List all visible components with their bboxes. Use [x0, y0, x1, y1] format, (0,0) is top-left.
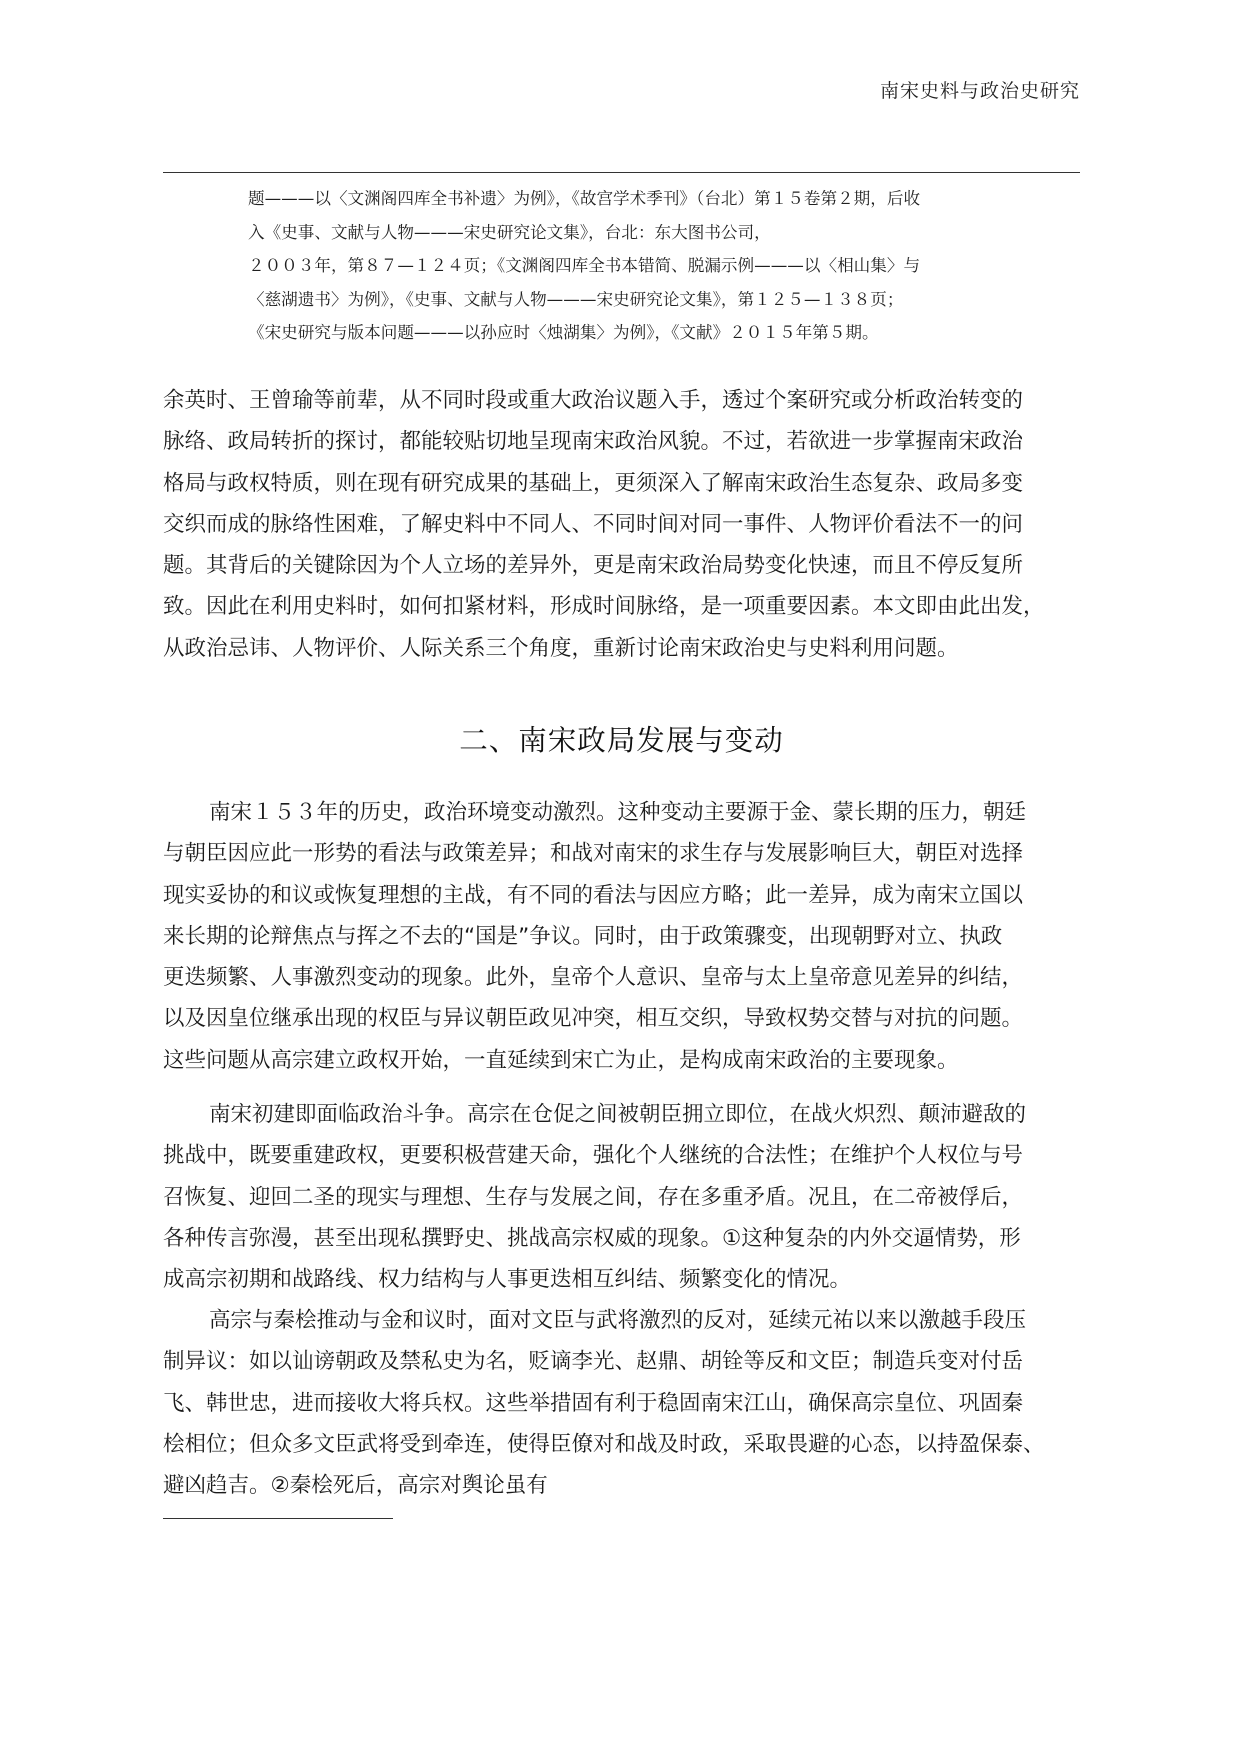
paragraph-early-struggle [163, 1094, 1083, 1300]
footnote-line: 〈慈湖遗书〉为例》，《史事、文献与人物———宋史研究论文集》，第１２５—１３８页； [248, 289, 904, 309]
text-line: 格局与政权特质，则在现有研究成果的基础上，更须深入了解南宋政治生态复杂、政局多变 [163, 470, 1024, 496]
text-line: 飞、韩世忠，进而接收大将兵权。这些举措固有利于稳固南宋江山，确保高宗皇位、巩固秦 [163, 1390, 1024, 1416]
text-line: 桧相位；但众多文臣武将受到牵连，使得臣僚对和战及时政，采取畏避的心态，以持盈保泰、 [163, 1431, 1045, 1457]
footnote-line: 《宋史研究与版本问题———以孙应时〈烛湖集〉为例》，《文献》２０１５年第５期。 [248, 323, 879, 342]
text-line: 避凶趋吉。②秦桧死后，高宗对舆论虽有 [163, 1473, 548, 1499]
text-line: 来长期的论辩焦点与挥之不去的“国是”争议。同时，由于政策骤变，出现朝野对立、执政 [163, 923, 1003, 949]
footnote-divider [163, 1518, 393, 1519]
text-line: 南宋初建即面临政治斗争。高宗在仓促之间被朝臣拥立即位，在战火炽烈、颠沛避敌的 [209, 1102, 1027, 1127]
paragraph-intro-continuation [163, 380, 1083, 669]
paragraph-political-environment [163, 792, 1083, 1081]
text-line: 高宗与秦桧推动与金和议时，面对文臣与武将激烈的反对，延续元祐以来以激越手段压 [209, 1308, 1027, 1333]
section-heading: 二、南宋政局发展与变动 [459, 724, 784, 757]
text-line: 现实妥协的和议或恢复理想的主战，有不同的看法与因应方略；此一差异，成为南宋立国以 [163, 882, 1024, 908]
footnote-line: 题———以〈文渊阁四库全书补遗〉为例》，《故宫学术季刊》（台北）第１５卷第２期，后收 [248, 189, 921, 208]
text-line: 余英时、王曾瑜等前辈，从不同时段或重大政治议题入手，透过个案研究或分析政治转变的 [163, 388, 1024, 413]
text-line: 这些问题从高宗建立政权开始，一直延续到宋亡为止，是构成南宋政治的主要现象。 [163, 1047, 959, 1073]
text-line: 从政治忌讳、人物评价、人际关系三个角度，重新讨论南宋政治史与史料利用问题。 [163, 635, 959, 661]
text-line: 召恢复、迎回二圣的现实与理想、生存与发展之间，存在多重矛盾。况且，在二帝被俘后， [163, 1184, 1024, 1210]
footnote-continuation [248, 182, 1088, 350]
header-divider [163, 172, 1080, 173]
text-line: 制异议：如以讪谤朝政及禁私史为名，贬谪李光、赵鼎、胡铨等反和文臣；制造兵变对付岳 [163, 1349, 1024, 1375]
footnote-line: ２００３年，第８７—１２４页；《文渊阁四库全书本错简、脱漏示例———以〈相山集〉与 [248, 256, 921, 275]
text-line: 南宋１５３年的历史，政治环境变动激烈。这种变动主要源于金、蒙长期的压力，朝廷 [209, 800, 1027, 825]
text-line: 成高宗初期和战路线、权力结构与人事更迭相互纠结、频繁变化的情况。 [163, 1267, 852, 1293]
text-line: 各种传言弥漫，甚至出现私撰野史、挑战高宗权威的现象。①这种复杂的内外交逼情势，形 [163, 1225, 1021, 1251]
paragraph-peace-negotiation [163, 1300, 1083, 1506]
text-line: 与朝臣因应此一形势的看法与政策差异；和战对南宋的求生存与发展影响巨大，朝臣对选择 [163, 841, 1024, 867]
footnote-line: 入《史事、文献与人物———宋史研究论文集》，台北：东大图书公司， [248, 222, 771, 242]
running-header: 南宋史料与政治史研究 [879, 80, 1080, 102]
text-line: 挑战中，既要重建政权，更要积极营建天命，强化个人继统的合法性；在维护个人权位与号 [163, 1143, 1024, 1169]
text-line: 题。其背后的关键除因为个人立场的差异外，更是南宋政治局势变化快速，而且不停反复所 [163, 553, 1024, 579]
text-line: 交织而成的脉络性困难，了解史料中不同人、不同时间对同一事件、人物评价看法不一的问 [163, 511, 1024, 537]
text-line: 脉络、政局转折的探讨，都能较贴切地呈现南宋政治风貌。不过，若欲进一步掌握南宋政治 [163, 429, 1024, 455]
text-line: 更迭频繁、人事激烈变动的现象。此外，皇帝个人意识、皇帝与太上皇帝意见差异的纠结， [163, 965, 1024, 991]
text-line: 以及因皇位继承出现的权臣与异议朝臣政见冲突，相互交织，导致权势交替与对抗的问题。 [163, 1006, 1024, 1032]
text-line: 致。因此在利用史料时，如何扣紧材料，形成时间脉络，是一项重要因素。本文即由此出发， [163, 594, 1045, 620]
